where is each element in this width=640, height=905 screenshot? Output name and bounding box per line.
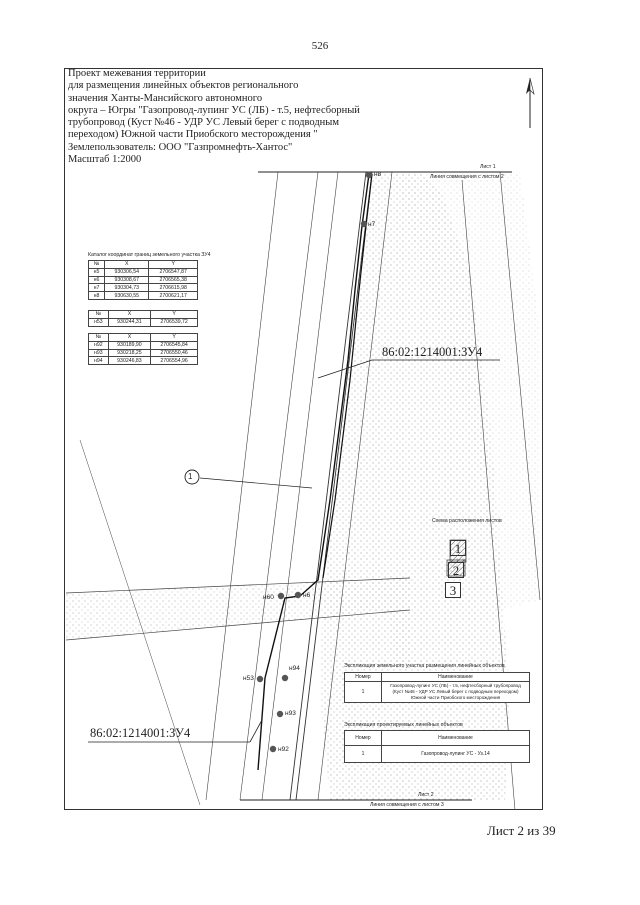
coord-table-2: № X Y н53 930244,31 2706539,72	[88, 310, 198, 327]
sheet-box-3: 3	[445, 582, 461, 598]
point-n94	[282, 675, 288, 681]
sheet-box-2: 2	[448, 562, 464, 578]
point-n60	[278, 593, 284, 599]
sheet-scheme-title: Схема расположения листов	[432, 518, 502, 524]
point-label: н92	[278, 746, 289, 753]
parcel-label: 86:02:1214001:ЗУ4	[382, 345, 483, 359]
title-line: Проект межевания территории	[68, 68, 206, 79]
north-arrow-icon	[526, 78, 534, 128]
table-row: н7 930304,73 2706615,98	[89, 284, 198, 292]
page-number: 526	[311, 40, 329, 52]
match-line-label: Линия совмещения с листом 2	[430, 174, 504, 180]
legend-planned-table: Номер Наименование 1 Газопровод-лупинг УС - Уз.14	[344, 730, 530, 763]
legend-planned-title: Экспликация проектируемых линейных объектов	[344, 722, 463, 728]
table-row: 1 Газопровод-лупинг УС (ЛБ) - т.5, нефтесборный трубопровод (Куст №46 - УДР УС Левый берег с подводным переходом) Южной части Приобского месторождения	[345, 682, 530, 703]
table-row: н53 930244,31 2706539,72	[89, 318, 198, 326]
point-label: н60	[263, 594, 274, 601]
table-row: н93 930218,25 2706550,46	[89, 349, 198, 357]
point-n8	[366, 172, 372, 178]
callout-number: 1	[188, 472, 193, 481]
point-n92	[270, 746, 276, 752]
match-line-label: Линия совмещения с листом 3	[370, 802, 444, 808]
parcel-label: 86:02:1214001:ЗУ4	[90, 726, 191, 740]
point-label: н6	[303, 592, 311, 599]
land-user: Землепользователь: ООО "Газпромнефть-Хантос"	[68, 141, 293, 153]
title-line: округа – Югры "Газопровод-лупинг УС (ЛБ) - т.5, нефтесборный	[68, 104, 360, 116]
point-label: н7	[368, 221, 376, 228]
sheet-footer: Лист 2 из 39	[487, 823, 556, 838]
table-row: н92 930189,90 2706545,84	[89, 341, 198, 349]
legend-existing-title: Экспликация земельного участка размещения линейных объектов	[344, 663, 505, 669]
match-sheet-label: Лист 1	[480, 164, 496, 170]
coord-table-3: № X Y н92 930189,90 2706545,84 н93 930218,25 2706550,46 н94 930246,83 2706554,96	[88, 333, 198, 365]
table-row: н94 930246,83 2706554,96	[89, 357, 198, 365]
title-line: трубопровод (Куст №46 - УДР УС Левый берег с подводным	[68, 117, 339, 129]
point-n93	[277, 711, 283, 717]
title-line: переходом) Южной части Приобского месторождения "	[68, 129, 318, 141]
title-line: для размещения линейных объектов регионального	[68, 80, 299, 92]
scale: Масштаб 1:2000	[68, 154, 142, 166]
sheet-box-1: 1	[450, 540, 466, 556]
dotted-area	[390, 578, 410, 668]
table-row: 1 Газопровод-лупинг УС - Уз.14	[345, 746, 530, 763]
title-line: значения Ханты-Мансийского автономного	[68, 92, 263, 104]
point-label: н53	[243, 675, 254, 682]
legend-existing-table: Номер Наименование 1 Газопровод-лупинг УС (ЛБ) - т.5, нефтесборный трубопровод (Куст №46 - УДР УС Левый берег с подводным переходом) Южной части Приобского месторождения	[344, 672, 530, 703]
point-n7	[361, 221, 367, 227]
table-row: н8 930630,55 2700621,17	[89, 292, 198, 300]
match-sheet-label: Лист 2	[418, 792, 434, 798]
point-n6	[295, 592, 301, 598]
catalog-title: Каталог координат границ земельного участка ЗУ4	[88, 252, 211, 258]
point-label: н93	[285, 710, 296, 717]
table-row: н5 930306,54 2706547,87	[89, 268, 198, 276]
point-label: н94	[289, 665, 300, 672]
point-label: н8	[374, 171, 382, 178]
point-n53	[257, 676, 263, 682]
coord-table-1: № X Y н5 930306,54 2706547,87 н6 930308,67 2706565,38 н7 930304,73 2706615,98 н8 930630,55 2700621,17	[88, 260, 198, 300]
table-row: н6 930308,67 2706565,38	[89, 276, 198, 284]
